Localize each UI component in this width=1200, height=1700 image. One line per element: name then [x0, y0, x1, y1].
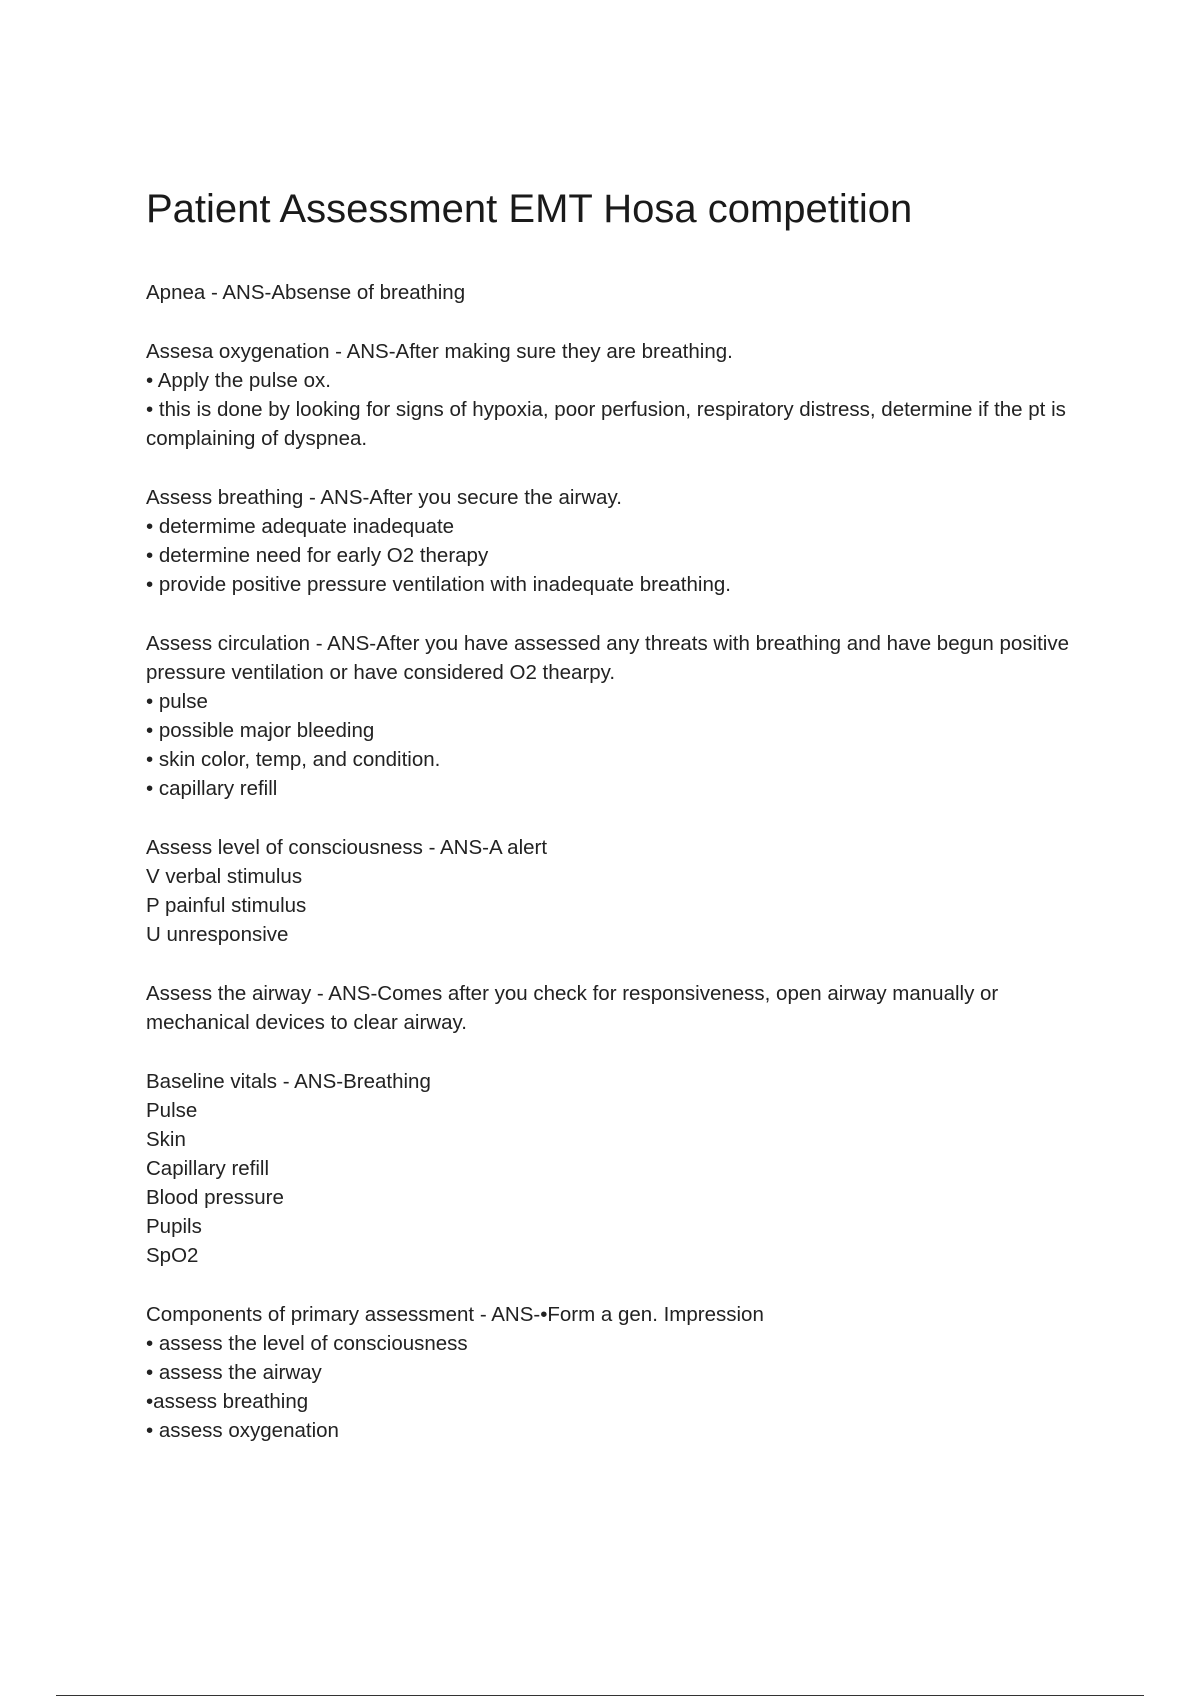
- entry-line: •assess breathing: [146, 1390, 309, 1413]
- entry-line: • assess the airway: [146, 1361, 322, 1384]
- entry-line: Baseline vitals - ANS-Breathing: [146, 1070, 431, 1093]
- footer-divider: [56, 1695, 1144, 1696]
- entry-line: Assesa oxygenation - ANS-After making sure they are breathing.: [146, 340, 733, 363]
- entry-line: • Apply the pulse ox.: [146, 369, 331, 392]
- entry-assess-breathing: [146, 483, 1076, 599]
- entry-line: Capillary refill: [146, 1157, 270, 1180]
- entry-line: Skin: [146, 1128, 186, 1151]
- entry-baseline-vitals: [146, 1067, 1076, 1270]
- entry-line: • determime adequate inadequate: [146, 515, 455, 538]
- entry-line: Apnea - ANS-Absense of breathing: [146, 281, 466, 304]
- entry-line: Blood pressure: [146, 1186, 284, 1209]
- entry-line: Assess level of consciousness - ANS-A alert: [146, 836, 548, 859]
- entry-line: • provide positive pressure ventilation with inadequate breathing.: [146, 573, 731, 596]
- entry-assess-oxygenation: [146, 337, 1076, 453]
- entry-assess-airway: [146, 979, 1076, 1037]
- entry-line: • possible major bleeding: [146, 719, 375, 742]
- entry-line: • this is done by looking for signs of hypoxia, poor perfusion, respiratory distress, determine if the pt is complaining of dyspnea.: [146, 398, 1066, 450]
- entry-line: • determine need for early O2 therapy: [146, 544, 489, 567]
- entry-line: • assess oxygenation: [146, 1419, 339, 1442]
- entry-primary-assessment: [146, 1300, 1076, 1445]
- entry-line: V verbal stimulus: [146, 865, 303, 888]
- entry-line: Pupils: [146, 1215, 202, 1238]
- entry-line: Assess breathing - ANS-After you secure the airway.: [146, 486, 622, 509]
- entry-line: • assess the level of consciousness: [146, 1332, 468, 1355]
- entry-line: • skin color, temp, and condition.: [146, 748, 441, 771]
- page-title: Patient Assessment EMT Hosa competition: [146, 187, 913, 231]
- entry-apnea: [146, 278, 1076, 307]
- document-body: [146, 278, 1076, 1475]
- entry-line: SpO2: [146, 1244, 199, 1267]
- entry-assess-consciousness: [146, 833, 1076, 949]
- entry-assess-circulation: [146, 629, 1076, 803]
- entry-line: Components of primary assessment - ANS-•Form a gen. Impression: [146, 1303, 764, 1326]
- entry-line: • capillary refill: [146, 777, 278, 800]
- entry-line: Assess the airway - ANS-Comes after you check for responsiveness, open airway manually or mechanical devices to clear airway.: [146, 982, 999, 1034]
- entry-line: Pulse: [146, 1099, 198, 1122]
- entry-line: P painful stimulus: [146, 894, 307, 917]
- entry-line: U unresponsive: [146, 923, 289, 946]
- entry-line: • pulse: [146, 690, 208, 713]
- entry-line: Assess circulation - ANS-After you have assessed any threats with breathing and have begun positive pressure ventilation or have considered O2 thearpy.: [146, 632, 1070, 684]
